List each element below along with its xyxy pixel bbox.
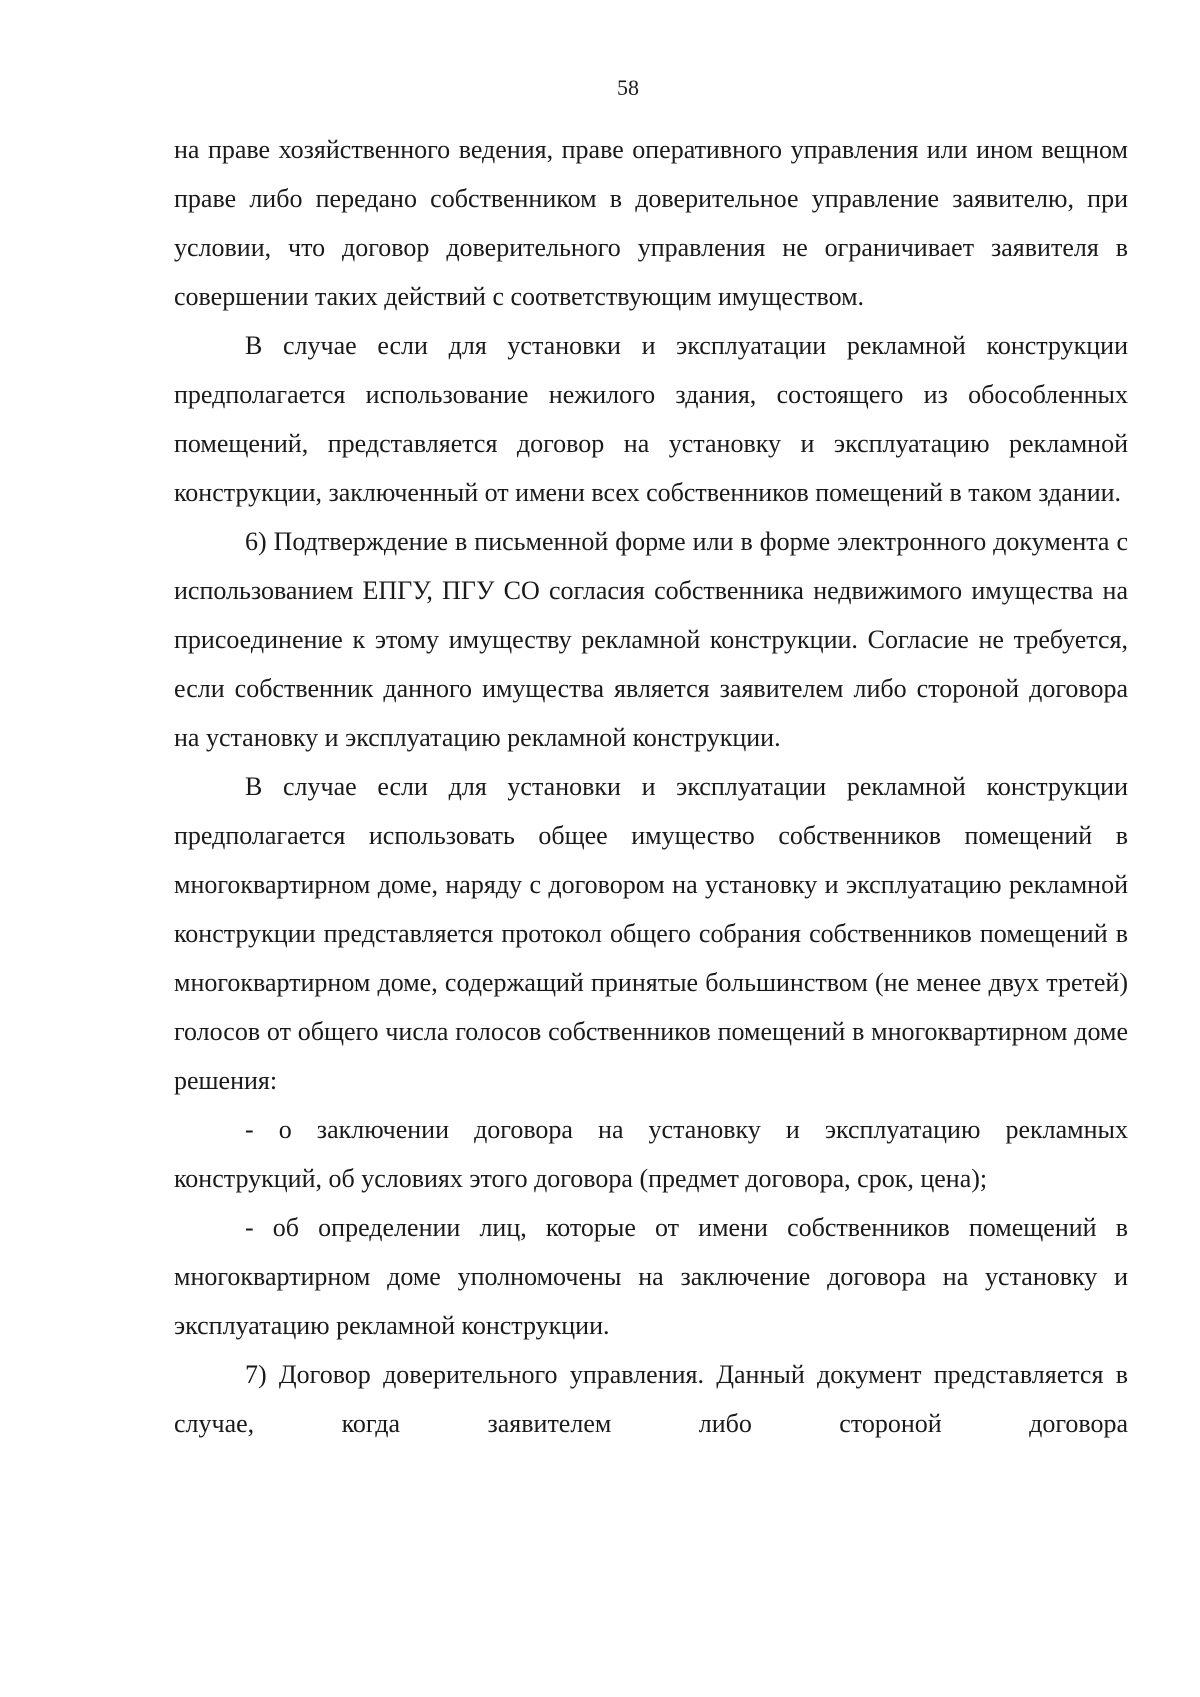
paragraph-item-7: 7) Договор доверительного управления. Данный документ представляется в случае, когда заявителем либо стороной договора [174,1360,1128,1438]
list-item-contract-terms: - о заключении договора на установку и эксплуатацию рекламных конструкций, об условиях этого договора (предмет договора, срок, цена); [174,1115,1128,1193]
page-number: 58 [617,75,639,100]
list-item-authorized-persons: - об определении лиц, которые от имени собственников помещений в многоквартирном доме уполномочены на заключение договора на установку и эксплуатацию рекламной конструкции. [174,1213,1128,1340]
paragraph-continuation: на праве хозяйственного ведения, праве оперативного управления или ином вещном праве либо передано собственником в доверительное управление заявителю, при условии, что договор доверительного управления не ограничивает заявителя в совершении таких действий с соответствующим имуществом. [174,135,1128,311]
paragraph-item-6: 6) Подтверждение в письменной форме или в форме электронного документа с использованием ЕПГУ, ПГУ СО согласия собственника недвижимого имущества на присоединение к этому имуществу рекламной конструкции. Согласие не требуется, если собственник данного имущества является заявителем либо стороной договора на установку и эксплуатацию рекламной конструкции. [174,527,1128,752]
document-body [174,125,1128,1448]
paragraph-common-property: В случае если для установки и эксплуатации рекламной конструкции предполагается использовать общее имущество собственников помещений в многоквартирном доме, наряду с договором на установку и эксплуатацию рекламной конструкции представляется протокол общего собрания собственников помещений в многоквартирном доме, содержащий принятые большинством (не менее двух третей) голосов от общего числа голосов собственников помещений в многоквартирном доме решения: [174,772,1128,1095]
paragraph-building-premises: В случае если для установки и эксплуатации рекламной конструкции предполагается использование нежилого здания, состоящего из обособленных помещений, представляется договор на установку и эксплуатацию рекламной конструкции, заключенный от имени всех собственников помещений в таком здании. [174,331,1128,507]
